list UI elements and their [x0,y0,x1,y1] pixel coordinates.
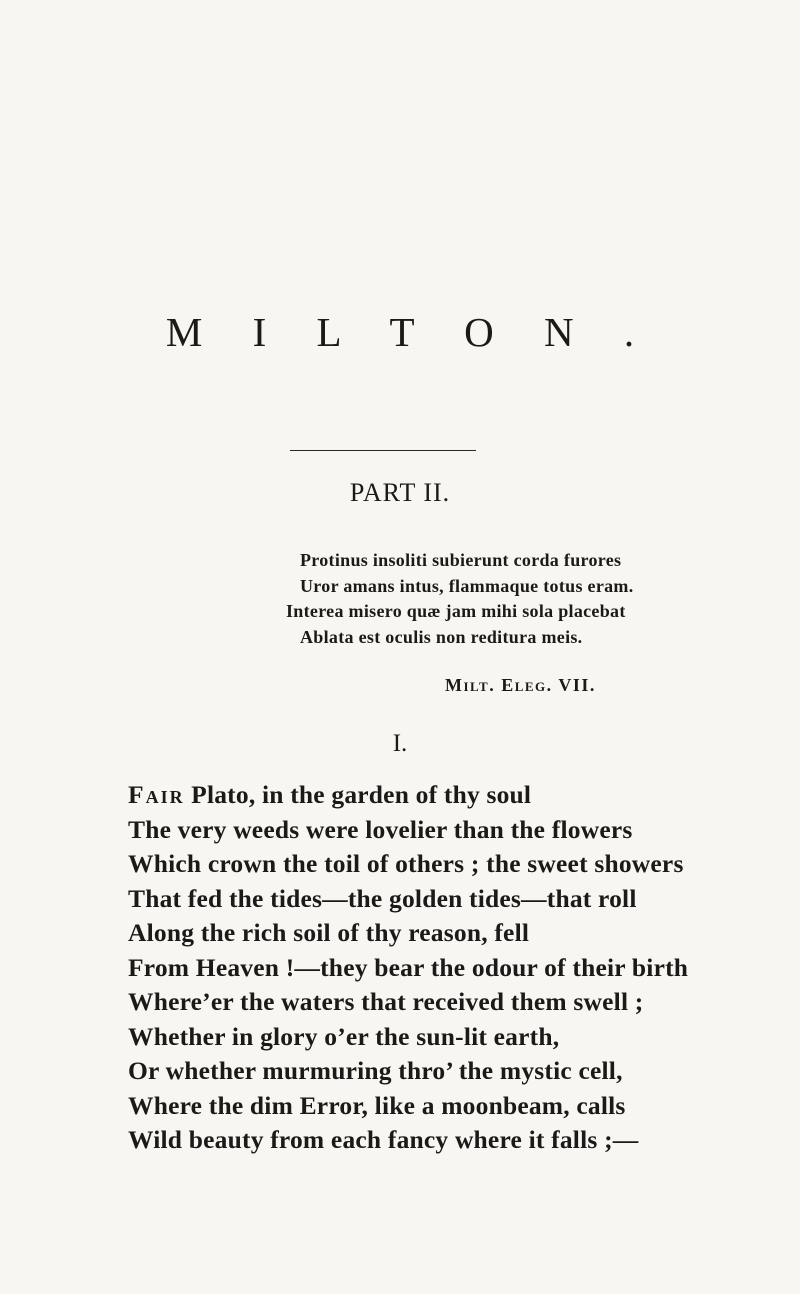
poem-line: The very weeds were lovelier than the flowers [128,814,633,844]
poem-line: Whether in glory o’er the sun-lit earth, [128,1021,560,1051]
poem-line [128,778,688,813]
poem-line: Which crown the toil of others ; the sweet showers [128,849,684,878]
poem-line: Where’er the waters that received them swell ; [128,987,644,1016]
epigraph [286,548,634,650]
poem-line: Where the dim Error, like a moonbeam, calls [128,1090,626,1120]
epigraph-citation: Milt. Eleg. VII. [445,675,596,695]
epigraph-line: Ablata est oculis non reditura meis. [300,626,583,647]
poem-line-text: Plato, in the garden of thy soul [184,780,532,809]
stanza-number: I. [392,730,408,757]
poem-line: That fed the tides—the golden tides—that roll [128,883,637,913]
poem-line: Along the rich soil of thy reason, fell [128,918,530,947]
poem-line: From Heaven !—they bear the odour of their birth [128,952,689,982]
title-divider [290,450,476,451]
epigraph-line: Protinus insoliti subierunt corda furores [300,550,622,570]
poem-line: Or whether murmuring thro’ the mystic cell, [128,1056,623,1085]
page-title: M I L T O N . [165,309,655,355]
part-heading: PART II. [349,478,451,507]
drop-word: Fair [128,780,185,809]
poem-stanza [128,778,688,1158]
epigraph-line: Interea misero quæ jam mihi sola placebat [286,601,626,621]
poem-line: Wild beauty from each fancy where it falls ;— [128,1125,639,1154]
epigraph-line: Uror amans intus, flammaque totus eram. [300,575,634,596]
